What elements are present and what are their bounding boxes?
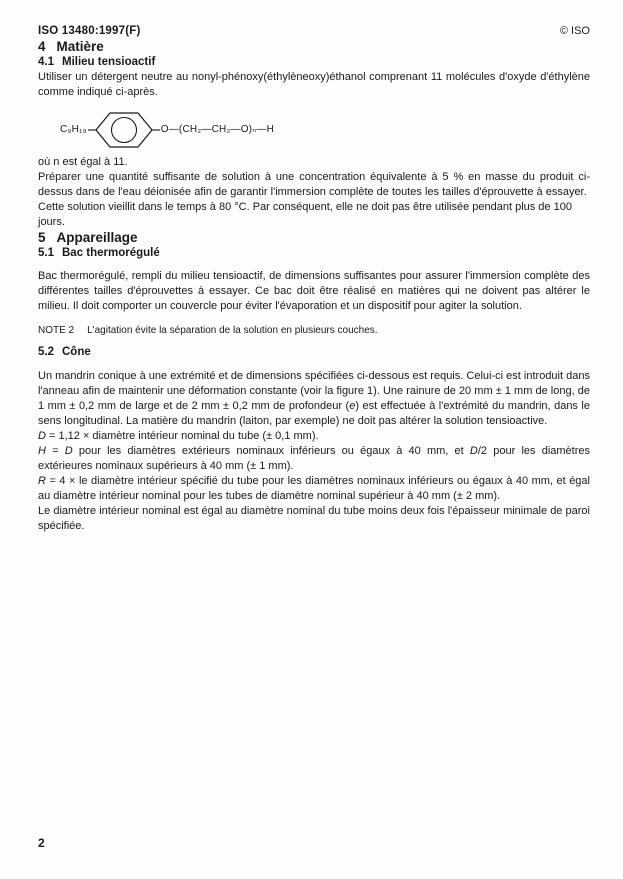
paragraph-nominal-diameter: Le diamètre intérieur nominal est égal au diamètre nominal du tube moins deux fois l'épaisseur minimale de paroi spécifiée. (38, 505, 590, 532)
note-2-label: NOTE 2 (38, 325, 75, 336)
paragraph-mandrel: Un mandrin conique à une extrémité et de dimensions spécifiées ci-dessous est requis. Celui-ci est introduit dans l'anneau afin de maintenir une déformation constante (voir la figure 1). Une rainure de 20 mm ± 1 mm de long, de 1 mm ± 0,2 mm de large et de 2 mm ± 0,2 mm de profondeur (e) est effectuée à l'extrémité du mandrin, dans le sens longitudinal. La matière du mandrin (laiton, par exemple) ne doit pas altérer la solution tensioactive. (38, 370, 590, 427)
paragraph-detergent: Utiliser un détergent neutre au nonyl-phénoxy(éthylèneoxy)éthanol comprenant 11 molécules d'oxyde d'éthylène comme indiqué ci-après. (38, 71, 590, 98)
section-5-1-title: Bac thermorégulé (62, 247, 160, 259)
section-5-title: Appareillage (56, 230, 138, 245)
benzene-ring-icon (88, 109, 160, 151)
formula-left-group: C₉H₁₉ (60, 124, 87, 135)
paragraph-n-value: où n est égal à 11. (38, 156, 128, 168)
section-5-2-title: Cône (62, 346, 91, 358)
section-5-heading (38, 230, 590, 246)
note-2-text: L'agitation évite la séparation de la solution en plusieurs couches. (87, 325, 378, 336)
document-reference: ISO 13480:1997(F) (38, 25, 141, 37)
section-4-heading (38, 39, 590, 55)
section-4-1-number: 4.1 (38, 56, 54, 68)
copyright-notice: © ISO (559, 25, 590, 37)
page-number: 2 (38, 836, 45, 850)
paragraph-diameter-d: D = 1,12 × diamètre intérieur nominal du tube (± 0,1 mm). (38, 430, 319, 442)
paragraph-height-h: H = D pour les diamètres extérieurs nominaux inférieurs ou égaux à 40 mm, et D/2 pour les diamètres extérieures nominaux supérieurs à 40 mm (± 1 mm). (38, 445, 590, 472)
section-5-1-heading (38, 246, 590, 261)
section-4-1-title: Milieu tensioactif (62, 56, 156, 68)
section-5-number: 5 (38, 230, 46, 245)
document-body (38, 0, 590, 534)
chemical-formula (60, 109, 590, 151)
section-4-title: Matière (56, 39, 104, 54)
paragraph-bath: Bac thermorégulé, rempli du milieu tensioactif, de dimensions suffisantes pour assurer l'immersion complète des différentes tailles d'éprouvettes à essayer. Ce bac doit être réalisé en matières qui ne doivent pas altérer le milieu. Il doit comporter un couvercle pour éviter l'évaporation et un dispositif pour agiter la solution. (38, 270, 590, 312)
section-5-2-number: 5.2 (38, 346, 54, 358)
section-5-1-number: 5.1 (38, 247, 54, 259)
paragraph-preparation: Préparer une quantité suffisante de solution à une concentration équivalente à 5 % en masse du produit ci-dessus dans de l'eau déionisée afin de garantir l'immersion complète de toutes les tailles d'éprouvette à essayer. (38, 171, 590, 198)
section-4-1-heading (38, 55, 590, 70)
note-2 (38, 324, 590, 337)
section-5-2-heading (38, 345, 590, 360)
paragraph-aging: Cette solution vieillit dans le temps à 80 °C. Par conséquent, elle ne doit pas être utilisée pendant plus de 100 jours. (38, 201, 572, 228)
page-header (38, 24, 590, 39)
formula-right-group: O—(CH₂—CH₂—O)ₙ—H (160, 124, 275, 135)
paragraph-radius-r: R = 4 × le diamètre intérieur spécifié du tube pour les diamètres nominaux inférieurs ou égaux à 40 mm, et égal au diamètre intérieur nominal pour les tubes de diamètre nominal supérieur à 40 mm (± 2 mm). (38, 475, 590, 502)
section-4-number: 4 (38, 39, 46, 54)
